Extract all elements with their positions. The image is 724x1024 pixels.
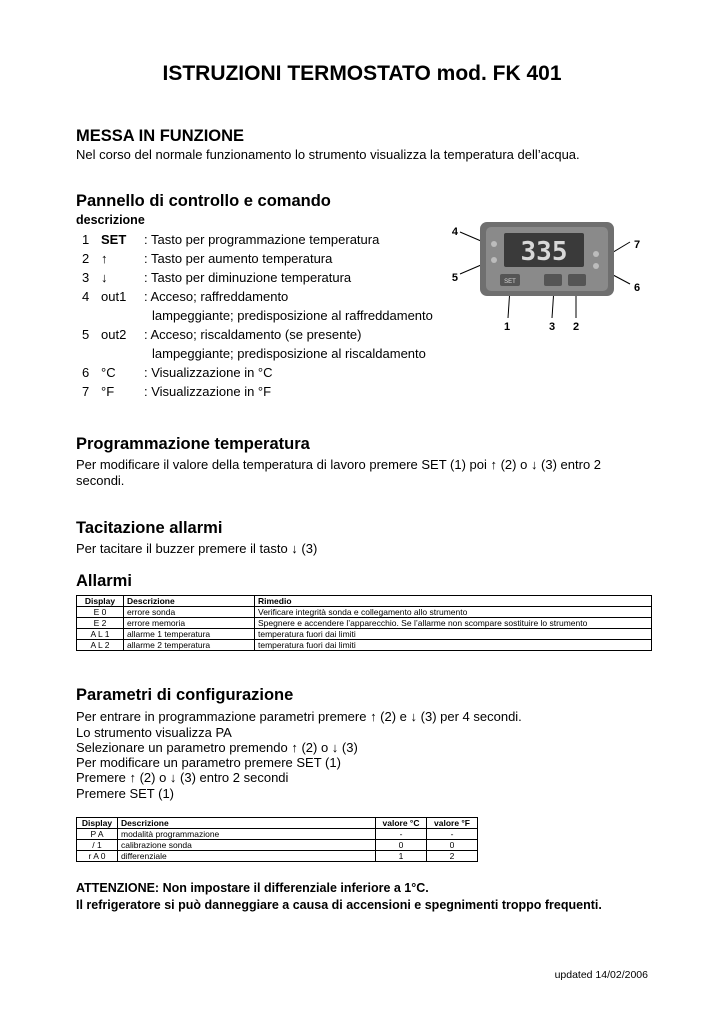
legend-key: out2 (101, 327, 127, 342)
legend-key: ↓ (101, 270, 108, 285)
led-out1 (491, 241, 497, 247)
legend-item (82, 326, 462, 344)
table-cell: E 0 (77, 607, 124, 618)
legend-item-continuation (82, 307, 462, 325)
section-heading-parametri: Parametri di configurazione (76, 686, 294, 704)
programmazione-text: Per modificare il valore della temperatura di lavoro premere SET (1) poi ↑ (2) o ↓ (3) entro 2 secondi. (76, 457, 602, 488)
legend-number: 2 (82, 251, 90, 266)
callout-label: 7 (634, 239, 641, 251)
table-header-row (77, 596, 652, 607)
table-cell: errore memoria (124, 618, 255, 629)
table-cell: - (376, 829, 427, 840)
callout-label: 2 (572, 321, 580, 333)
parametri-line: Premere ↑ (2) o ↓ (3) entro 2 secondi (76, 770, 289, 785)
legend-number: 6 (82, 365, 90, 380)
callout-label: 4 (451, 226, 458, 238)
messa-text: Nel corso del normale funzionamento lo strumento visualizza la temperatura dell’acqua. (76, 147, 580, 162)
table-cell: - (427, 829, 478, 840)
table-row (77, 607, 652, 618)
updated-date: updated 14/02/2006 (554, 969, 648, 981)
callout-label: 6 (634, 282, 641, 294)
section-heading-allarmi: Allarmi (76, 572, 132, 590)
warning-line: Il refrigeratore si può danneggiare a causa di accensioni e spegnimenti troppo frequenti. (76, 898, 602, 912)
warning-line: ATTENZIONE: Non impostare il differenziale inferiore a 1°C. (76, 881, 429, 895)
parametri-line: Per entrare in programmazione parametri premere ↑ (2) e ↓ (3) per 4 secondi. (76, 709, 522, 724)
legend-key: °F (101, 384, 115, 399)
table-cell: Verificare integrità sonda e collegamento allo strumento (255, 607, 652, 618)
tacitazione-text: Per tacitare il buzzer premere il tasto ↓ (3) (76, 541, 318, 556)
down-key (544, 274, 562, 286)
table-cell: errore sonda (124, 607, 255, 618)
legend-item (82, 288, 462, 306)
table-cell: 0 (427, 840, 478, 851)
alarms-table (76, 595, 652, 651)
table-cell: / 1 (77, 840, 118, 851)
table-cell: calibrazione sonda (118, 840, 376, 851)
parametri-line: Per modificare un parametro premere SET (1) (76, 755, 341, 770)
led-out2 (491, 257, 497, 263)
column-header: Descrizione (124, 596, 255, 607)
table-cell: temperatura fuori dai limiti (255, 629, 652, 640)
table-cell: A L 2 (77, 640, 124, 651)
table-row (77, 618, 652, 629)
legend-text: lampeggiante; predisposizione al riscaldamento (152, 346, 426, 361)
description-label: descrizione (76, 213, 145, 227)
table-cell: r A 0 (77, 851, 118, 862)
legend-item (82, 250, 462, 268)
table-cell: 1 (376, 851, 427, 862)
page-title: ISTRUZIONI TERMOSTATO mod. FK 401 (162, 62, 562, 85)
legend-number: 1 (82, 232, 90, 247)
table-cell: allarme 2 temperatura (124, 640, 255, 651)
display-readout: 335 (520, 237, 568, 267)
column-header: Display (77, 596, 124, 607)
column-header: valore °C (376, 818, 427, 829)
legend-number: 3 (82, 270, 90, 285)
legend-item-continuation (82, 345, 462, 363)
parameters-table (76, 817, 478, 862)
table-cell: 0 (376, 840, 427, 851)
legend-key: out1 (101, 289, 127, 304)
table-row (77, 840, 478, 851)
legend-number: 4 (82, 289, 90, 304)
section-heading-messa: MESSA IN FUNZIONE (76, 127, 245, 145)
legend-text: lampeggiante; predisposizione al raffreddamento (152, 308, 433, 323)
table-cell: E 2 (77, 618, 124, 629)
table-row (77, 629, 652, 640)
legend-key: °C (101, 365, 116, 380)
set-key-label: SET (504, 279, 516, 285)
legend-text: : Visualizzazione in °F (144, 384, 272, 399)
table-cell: differenziale (118, 851, 376, 862)
table-cell: A L 1 (77, 629, 124, 640)
table-cell: allarme 1 temperatura (124, 629, 255, 640)
parametri-line: Premere SET (1) (76, 786, 175, 801)
legend-item (82, 269, 462, 287)
section-heading-programmazione: Programmazione temperatura (76, 435, 310, 453)
table-cell: P A (77, 829, 118, 840)
legend-text: : Acceso; riscaldamento (se presente) (144, 327, 362, 342)
callout-label: 5 (451, 272, 458, 284)
legend-item (82, 231, 462, 249)
section-heading-tacitazione: Tacitazione allarmi (76, 519, 223, 537)
table-row (77, 640, 652, 651)
callout-label: 3 (548, 321, 556, 333)
legend-key: SET (101, 232, 127, 247)
column-header: Display (77, 818, 118, 829)
legend-text: : Visualizzazione in °C (144, 365, 273, 380)
section-heading-pannello: Pannello di controllo e comando (76, 192, 331, 210)
legend-key: ↑ (101, 251, 108, 266)
legend-text: : Tasto per aumento temperatura (144, 251, 333, 266)
table-row (77, 829, 478, 840)
column-header: valore °F (427, 818, 478, 829)
column-header: Rimedio (255, 596, 652, 607)
table-row (77, 851, 478, 862)
parametri-line: Lo strumento visualizza PA (76, 725, 232, 740)
led-fahrenheit (593, 263, 599, 269)
parametri-line: Selezionare un parametro premendo ↑ (2) o ↓ (3) (76, 740, 358, 755)
column-header: Descrizione (118, 818, 376, 829)
legend-item (82, 383, 462, 401)
table-cell: modalità programmazione (118, 829, 376, 840)
callout-label: 1 (503, 321, 511, 333)
table-header-row (77, 818, 478, 829)
legend-number: 5 (82, 327, 90, 342)
legend-text: : Tasto per programmazione temperatura (144, 232, 380, 247)
led-celsius (593, 251, 599, 257)
thermostat-diagram (440, 218, 660, 338)
legend-item (82, 364, 462, 382)
up-key (568, 274, 586, 286)
table-cell: Spegnere e accendere l’apparecchio. Se l’allarme non scompare sostituire lo strumento (255, 618, 652, 629)
legend-number: 7 (82, 384, 90, 399)
legend-text: : Acceso; raffreddamento (144, 289, 289, 304)
table-cell: 2 (427, 851, 478, 862)
legend-text: : Tasto per diminuzione temperatura (144, 270, 352, 285)
table-cell: temperatura fuori dai limiti (255, 640, 652, 651)
